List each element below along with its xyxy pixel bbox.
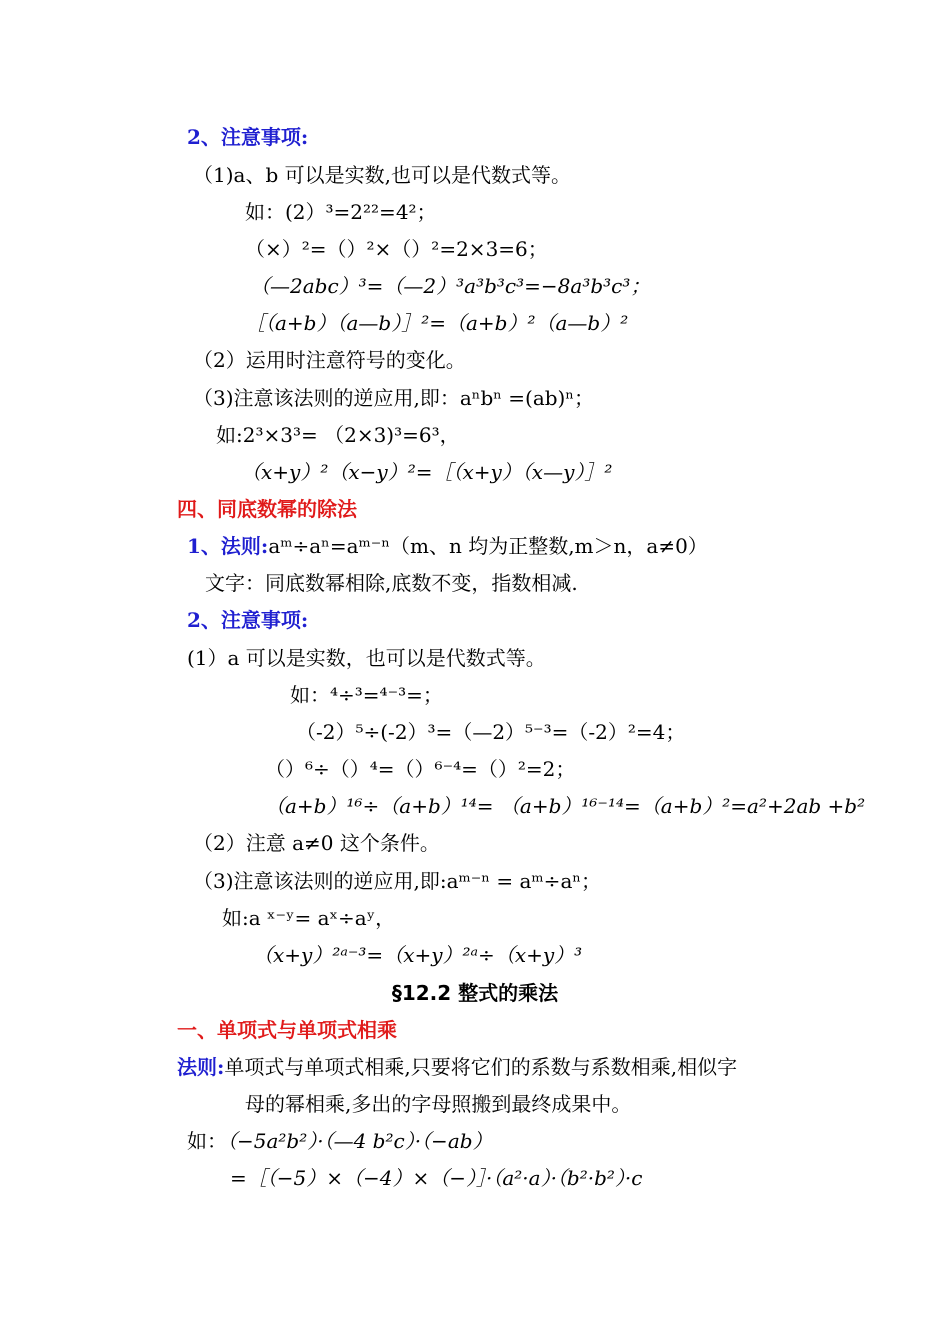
- example-line: [187, 1128, 493, 1154]
- example-line: ［（a+b）（a—b）］²=（a+b）²（a—b）²: [245, 311, 629, 335]
- example-line: （）⁶÷（）⁴=（）⁶⁻⁴=（）²=2；: [265, 757, 576, 781]
- rule-label: 法则:: [177, 1055, 225, 1079]
- note-item-1: (1）a 可以是实数，也可以是代数式等。: [187, 646, 546, 670]
- rule-text-continued: 母的幂相乘,多出的字母照搬到最终成果中。: [245, 1092, 632, 1116]
- example-line: 如：⁴÷³=⁴⁻³=；: [290, 683, 443, 707]
- note-item-2: （2）注意 a≠0 这个条件。: [193, 831, 440, 855]
- example-line: 如:a ˣ⁻ʸ= aˣ÷aʸ，: [222, 906, 396, 930]
- example-line: 如:2³×3³= （2×3)³=6³，: [216, 423, 460, 447]
- rule-text: 单项式与单项式相乘,只要将它们的系数与系数相乘,相似字: [224, 1055, 738, 1079]
- chapter-title: §12.2 整式的乘法: [391, 981, 559, 1005]
- rule-label: 1、法则:: [187, 534, 269, 558]
- rule-text: 文字：同底数幂相除,底数不变，指数相减.: [205, 571, 578, 595]
- note-item-3: （3)注意该法则的逆应用,即:aᵐ⁻ⁿ = aᵐ÷aⁿ；: [193, 869, 602, 893]
- section-title-division: 四、同底数幂的除法: [177, 497, 357, 521]
- example-line: （-2）⁵÷(-2）³=（—2）⁵⁻³=（-2）²=4；: [296, 720, 686, 744]
- example-label: 如：: [187, 1129, 227, 1153]
- example-line: =［（−5）×（−4）×（−）］·（a²·a）·（b²·b²）·c: [230, 1166, 643, 1190]
- rule-formula: aᵐ÷aⁿ=aᵐ⁻ⁿ（m、n 均为正整数,m＞n，a≠0）: [268, 534, 708, 558]
- notes-heading: 2、注意事项:: [187, 125, 309, 149]
- example-line: （a+b）¹⁶÷（a+b）¹⁴= （a+b）¹⁶⁻¹⁴=（a+b）²=a²+2ab +b²: [265, 794, 866, 818]
- note-item-1: （1)a、b 可以是实数,也可以是代数式等。: [193, 163, 571, 187]
- section-title-monomial: 一、单项式与单项式相乘: [177, 1018, 397, 1042]
- example-expression: （−5a²b²）·（—4 b²c）·（−ab）: [227, 1129, 493, 1153]
- example-line: （x+y）²（x−y）²=［（x+y）（x—y）］²: [241, 460, 613, 484]
- example-line: （x+y）²ᵃ⁻³=（x+y）²ᵃ÷（x+y）³: [253, 943, 583, 967]
- rule-line: [177, 1054, 737, 1080]
- example-line: （×）²=（）²×（）²=2×3=6；: [245, 237, 548, 261]
- rule-line: [187, 533, 708, 559]
- note-item-3: （3)注意该法则的逆应用,即：aⁿbⁿ =(ab)ⁿ；: [193, 386, 595, 410]
- note-item-2: （2）运用时注意符号的变化。: [193, 348, 466, 372]
- notes-heading: 2、注意事项:: [187, 608, 309, 632]
- example-line: 如：(2）³=2²²=4²；: [245, 200, 437, 224]
- example-line: （—2abc）³=（—2）³a³b³c³=−8a³b³c³；: [250, 274, 651, 298]
